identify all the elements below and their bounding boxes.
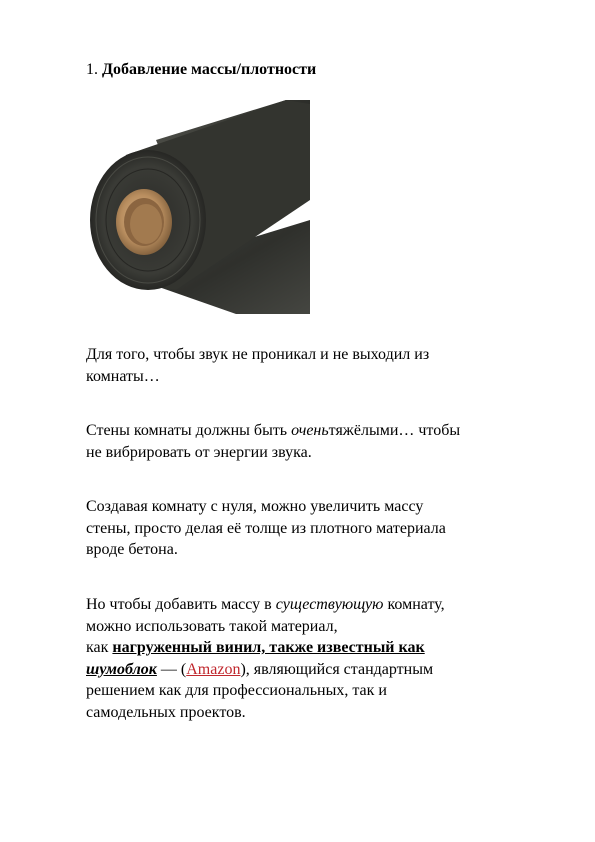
p2-emphasis: очень — [291, 422, 329, 439]
section-heading — [86, 60, 316, 80]
p4-line2: можно использовать такой материал, — [86, 617, 338, 635]
paragraph-3 — [86, 496, 556, 561]
p4-emphasis: существующую — [275, 596, 384, 613]
vinyl-roll-image — [86, 100, 310, 314]
p2-line2: не вибрировать от энергии звука. — [86, 443, 312, 461]
p3-line2: стены, просто делая её толще из плотного материала — [86, 519, 446, 537]
p4-line1-end: комнату, — [383, 596, 445, 613]
p3-line1: Создавая комнату с нуля, можно увеличить массу — [86, 498, 424, 515]
paragraph-1 — [86, 344, 556, 387]
p3-line3: вроде бетона. — [86, 541, 178, 558]
p2-line1-end: тяжёлыми… чтобы — [328, 422, 461, 439]
p4-line6: самодельных проектов. — [86, 703, 246, 721]
paragraph-2 — [86, 420, 556, 463]
loaded-vinyl-link[interactable]: нагруженный винил, также известный как — [112, 639, 425, 656]
p1-line2: комнаты… — [86, 367, 160, 385]
noise-block-link[interactable] — [86, 661, 157, 678]
section-number: 1. — [86, 61, 98, 78]
p4-line1-start: Но чтобы добавить массу в — [86, 596, 276, 613]
noise-block-text: шумоблок — [86, 660, 157, 678]
p1-line1: Для того, чтобы звук не проникал и не выходил из — [86, 346, 430, 363]
p4-line4-dash: — ( — [156, 660, 187, 678]
amazon-link[interactable]: Amazon — [186, 660, 241, 678]
section-title: Добавление массы/плотности — [102, 61, 317, 78]
p4-line5: решением как для профессиональных, так и — [86, 682, 387, 699]
paragraph-4 — [86, 594, 556, 723]
p2-line1-start: Стены комнаты должны быть — [86, 422, 292, 439]
p4-line3-start: как — [86, 639, 113, 656]
p4-line4-end: ), являющийся стандартным — [240, 660, 434, 678]
